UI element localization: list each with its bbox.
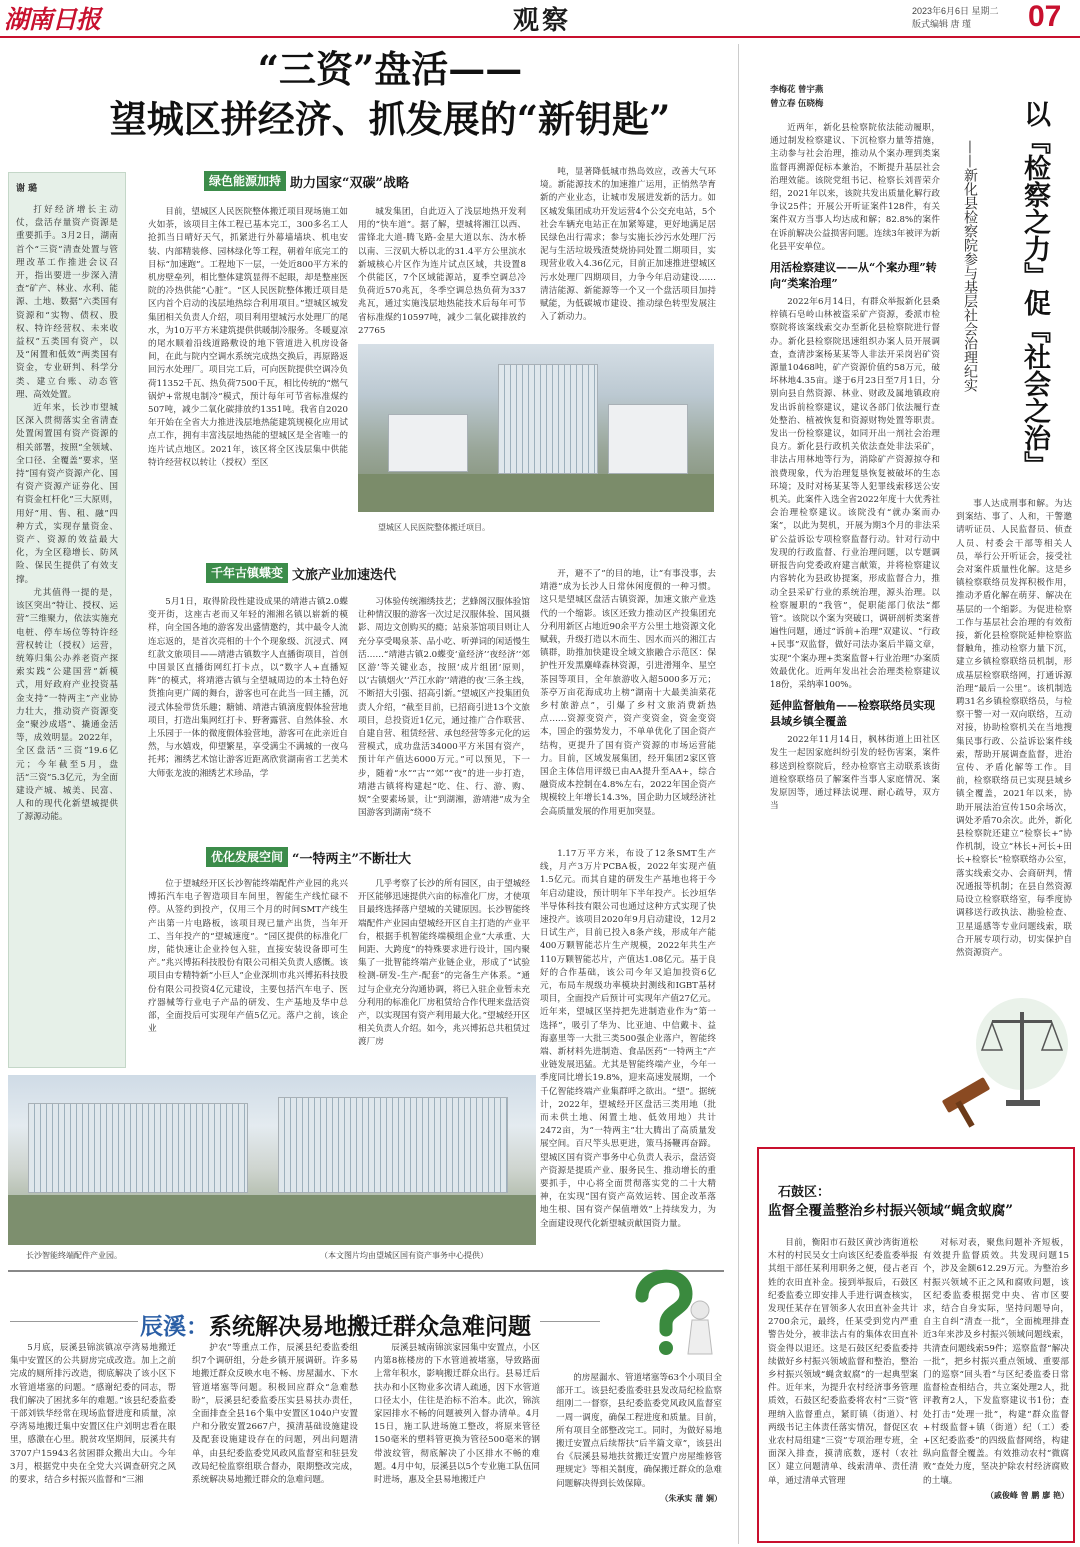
building — [388, 414, 468, 472]
article-text: 1.17万平方米，布设了12条SMT生产线，月产3万片PCBA板，2022年实现产值1.5亿元。而其自建的研发生产基地也将于今年启动建设，预计明年下半年投产。长沙垣华半导体科技有限公司也通过这种方式实现了快速投产。该项目2020年9月启动建设，12月2日试生产，目前已投入8条产线，形成年产能400万颗智能芯片生产规模，2022年共生产110万颗智能芯片，产值达1.08亿元。基于良好的合作基础，该公司今年又追加投资6亿元，布局车规级功率模块封测线和IGBT基材项目，全面投产后预计可实现年产值27亿元。近年来，望城区坚持把先进制造业作为“第一选择”，吸引了华为、比亚迪、中信戴卡、益海嘉里等一大批三类500强企业落户，智能终端、新材料先进制造、食品医药“一特两主”产业链发展迅猛。尤其是智能终端产业，今年一季度同比增长19.8%，迎来高速发展期，一个千亿智能终端产业集群呼之欲出。“望”。据统计，2022年，望城经开区盘活三类用地（批而未供土地、闲置土地、低效用地）共计2472亩，为“一特两主”壮大腾出了高质量发展空间。百尺竿头思更进，策马扬鞭再奋蹄。望城区国有资产事务中心负责人表示，盘活资产资源是提质产业、服务民生、推动增长的重要抓手，中心将全面贯彻落实党的二十大精神，在实现“国有资产高效运转、国企改革落地生根、国有资产保值增效”上持续发力，为全面建设现代化新望城贡献国资力量。 — [540, 849, 716, 1229]
article-text: 对标对表，聚焦问题补齐短板，有效提升监督质效。共发现问题15个，涉及金额612.29万元。为整治乡村振兴领域不正之风和腐败问题，该区纪委监委根据党中央、省市区要求，结合自身实际，坚持问题导向，自主自纠“清查一批”，全面梳理排查近3年来涉及乡村振兴领域问题线索，共清查问题线索59件；巡察监督“解决一批”，把乡村振兴重点领域、重要部门的巡察“回头看”与区纪委监委日常监督检查相结合，共立案处理2人，批评教育2人，下发监察建议书1份；查处打击“处理一批”，构建“群众监督+村级监督+镇（街道）纪（工）委+区纪委监委”的四级监督网络，构建纵向监督全覆盖。有效推动农村“微腐败”查处力度，坚决护除农村经济腐败的土壤。 — [923, 1238, 1069, 1486]
building — [28, 1103, 248, 1193]
article-column — [540, 568, 716, 824]
article-text: 5月1日，取得阶段性建设成果的靖港古镇2.0蝶变开街，这座古老而又年轻的湘湘名镇以崭新的模样，向全国各地的游客发出盛情邀约，其中最令人流连忘返的，是首次亮相的十个个现象级、沉浸式、网红款文旅项目——靖港古镇数字人直播街项目，首创中国景区直播街网红打卡点，以“数字人+直播短阵”的模式，将靖港古镇与全望城周边的本土特色好货推向更广阔的舞台，游客也可在此当一回主播，沉浸式体验带货乐趣；糖铺、靖港古镇滴度假体验营地项目，打造出集网红打卡、野奢露营、自然体验、水上乐园于一体的微度假体验营地，游客可在此亲近自然，与水嬉戏，仰望繁星，享受满尘不满城的一夜乌托邦；湘绣艺术馆让游客近距离欣赏湖南省工艺美术大师张龙波的湘绣艺术珍品，学 — [148, 597, 348, 779]
article-column — [923, 1237, 1069, 1537]
article-column — [374, 1342, 540, 1542]
scales-of-justice-illustration — [932, 992, 1070, 1130]
article-column — [358, 596, 530, 824]
authors-line: 李梅花 曾宇燕 — [770, 84, 824, 94]
editor-line: 版式编辑 唐 瑾 — [912, 19, 972, 29]
newspaper-logo: 湖南日报 — [4, 5, 101, 34]
hospital-project-photo — [358, 344, 714, 512]
article-column — [358, 878, 530, 1062]
section-title-text: 文旅产业加速迭代 — [292, 567, 397, 583]
article-column — [148, 596, 348, 824]
building — [498, 364, 598, 474]
section-tag: 优化发展空间 — [206, 847, 288, 867]
headline-line1: “三资”盘活—— — [257, 47, 523, 91]
article-text: 位于望城经开区长沙智能终端配件产业园的兆兴博拓汽车电子智造项目车间里，智能生产线忙碌不停。从签约到投产，仅用三个月的时间SMT产线生产出第一片电路板，该项目现已量产出货，当年开工、当年投产的“望城速度”。“园区提供的标准化厂房，能快速让企业拎包入驻，直接安装设备即可生产。”兆兴博拓科技股份有限公司相关负责人感慨。该项目由专精特新“小巨人”企业深圳市兆兴博拓科技股份有限公司投资4亿元建设，主要包括汽车电子、医疗器械等行业电子产品的研发、生产基地及华中总部，全面投后可实现年产值5亿元。落户之前，该企业 — [148, 879, 348, 1035]
building — [278, 1097, 508, 1193]
headline-part: 以『检察之力』 — [1019, 100, 1050, 289]
article-column — [956, 498, 1072, 978]
article-column — [148, 878, 348, 1062]
photo-caption: 望城区人民医院整体搬迁项目。 — [378, 523, 490, 532]
article-text: 辰溪县城南锦滨家园集中安置点，小区内第8栋楼房的下水管道被堵塞，导致路面上常年积水，影响搬迁群众出行。县易迁后扶办和小区物业多次请人疏通，因下水管道口径太小，住往是治标不治本。此次，锦滨家园排水不畅的问题被列入督办清单。4月15日，施工队进场施工整改，将原来管径150毫米的塑料管更换为管径500毫米的钢带波纹管，彻底解决了小区排水不畅的难题。4月中旬，辰溪县以5个专业施工队伍同时进场，惠及全县易地搬迁户 — [374, 1343, 540, 1486]
article-text: 习体验传统湘绣技艺；艺蜂阁汉服体验馆让种情汉服的游客一次过足汉服体验、国风摄影、周边文创购买的瘾；站泉茶馆项目则让人充分享受喝泉茶、品小吃、听弹词的闲适慢生活……“靖港古镇2.0蝶变‘童经济’‘夜经济’‘郊区游’等关键业态，按照‘成片组团’原则，以‘古镇烟火’‘芦江水韵’‘靖港的夜’三条主线，不断招大引强、招高引新。”望城区产投集团负责人介绍，“截至目前，已招商引进13个文旅项目，总投资近1亿元，通过推广合作联营、自建自营、租赁经营、承包经营等多元化的运营模式，成功盘活34000平方米国有资产，预计年产值达6000万元。”可以预见，下一步，随着“水”“古”“郊”“夜”的进一步打造，靖港古镇将构建起“吃、住、行、游、购、娱”全要素场景，让“到湖湘，游靖港”成为全国游客到湖南“绕不 — [358, 597, 530, 819]
headline-rule — [540, 1321, 600, 1322]
masthead — [0, 0, 1080, 38]
industrial-park-photo — [8, 1075, 536, 1245]
article-column — [540, 166, 716, 336]
headline-place: 辰溪： — [140, 1313, 209, 1340]
article-text: 2022年11月14日，枫林街道上田社区发生一起因家庭纠纷引发的轻伤害案，案件移送到检察院后，经办检察官主动联系该街道检察联络员了解案件当事人家庭情况、案发原因等，通过释法说理、耐心疏导，双方当 — [770, 735, 940, 812]
commentary-sidebar — [8, 172, 126, 1068]
byline: （朱承实 蒲 娴） — [660, 1492, 722, 1503]
article-text: 护农”等重点工作，辰溪县纪委监委组织7个调研组，分赴乡镇开展调研。许多易地搬迁群众反映水电不畅、房屋漏水、下水管道堵塞等问题。积极回应群众“急难愁盼”，辰溪县纪委监委压实县易扶办责任，全面排查全县16个集中安置区1040户安置户和分散安置2667户，摸清基础设施建设及配套设施建设存在的问题，列出问题清单，由县纪委监委党风政风监督室和驻县发改局纪检监察组联合督办，限期整改完成，系统解决易地搬迁群众的急难问题。 — [192, 1343, 358, 1486]
photo-caption: 长沙智能终端配件产业园。 — [26, 1251, 122, 1260]
article-column — [768, 1237, 918, 1537]
main-headline — [60, 44, 720, 144]
section-tag: 千年古镇蝶变 — [206, 563, 288, 583]
section-title: 观察 — [512, 6, 571, 36]
article-column — [556, 1372, 722, 1544]
section-tag: 绿色能源加持 — [204, 171, 286, 191]
headline-part: 促『社会之治』 — [1019, 289, 1050, 478]
box-headline: 监督全覆盖整治乡村振兴领域“蝇贪蚁腐” — [768, 1203, 1014, 1219]
article-column — [10, 1342, 176, 1542]
chenxi-headline — [140, 1308, 531, 1341]
article-column — [192, 1342, 358, 1542]
article-text: 吨，显著降低城市热岛效应，改善大气环境。新能源技术的加速推广运用，正悄然孕育新的产业业态，让城市发展进发新的活力。如区城发集团成功开发运营4个公交充电站，5个社会车辆充电站正在加紧筹建，更好地满足居民绿色出行需求；参与实施长沙污水处理厂污泥与生活垃圾残渣焚烧协同处置二期项目，实现营业收入4.36亿元，目前正加速推进望城区污水处理厂四期项目，力争今年启动建设……清洁能源、新能源等一个又一个盘活项目加持赋能，为低碳城市建设、推动绿色转型发展注入了新动力。 — [540, 167, 716, 323]
authors-line: 曾立春 伍晓梅 — [770, 98, 824, 108]
article-column — [148, 206, 348, 536]
article-column — [770, 122, 940, 998]
section-heading-ancient-town — [206, 563, 396, 583]
article-text: 开，避不了”的目的地，让“有事没事，去靖港”成为长沙人日常休闲度假的一种习惯。这只是望城区盘活古镇资源，加速文旅产业迭代的一个缩影。该区还致力推动区产投集团充分利用新区占地近90余平方公里土地资源文化赋载，升级打造以木而生、因水而兴的湘江古镇群，助推加快建设全域文旅融合示范区：保护性开发黑麋峰森林资源，引进滑翔伞、星空茶园等项目，全年旅游收入超5000多万元；茶亭万亩花海成功上榜“湖南十大最美油菜花乡村旅游点”，引爆了乡村文旅消费新热点……资源变资产，资产变资金，资金变资本，国企的强势发力，不单单优化了国企资产结构，更提升了国有资产资源的市场运营能力。目前，区域发展集团，经开集团2家区管国企主体信用评级已由AA提升至AA+，综合融资成本控制在4.8%左右，2022年国企资产规模较上年增长14.3%，国企助力区域经济社会高质量发展的作用更加突显。 — [540, 569, 716, 817]
article-text: 2022年6月14日，有群众举报新化县桑梓镇石皂岭山林被盗采矿产资源，委派市检察院将该案线索交办至新化县检察院进行督办。新化县检察院迅速组织办案人员开展调查，查清涉案杨某某等人非法开采岗岩矿资源量10468吨，矿产资源价值约58万元，破坏林地4.35亩。遂于6月23日至7月1日，分别向县自然资源、林业、财政及属地镇政府发出诉前检察建议，建议各部门依法履行查处整治、植被恢复和资源财物处置等职责。发出一份检察建议，如同开出一剂社会治理良方。新化县行政机关依法查处非法采矿，非法占用林地等行为，消除矿产资源掠夺和浪费现象，代为治理复垦恢复被破坏的生态环境；及时对杨某某等人犯罪线索移送公安机关。此案件入选全省2022年度十大优秀社会治理检察建议。该院没有“就办案而办案”，以此为契机，开展为期3个月的非法采矿公益诉讼专项检察监督行动。针对行动中发现的行政监督、行业治理问题，以专题调研报告向党委政府建言献策，并将检察建议内容转化为县政协提案，形成监督合力，推动全县采矿行业的系统治理，源头治理。以检察履职的“我管”，促职能部门依法“都管”。该院以个案为突破口，调研剖析类案普遍性问题，通过“诉前+治理”双建议、“行政+民事”双监督，做好司法办案后半篇文章，实现“个案办理+类案监督+行业治理”办案质效最优化。近两年发出社会治理类检察建议18份，采纳率100%。 — [770, 297, 940, 690]
article-text: 城发集团，自此迈入了浅层地热开发利用的“快车道”。据了解，望城将湘江以西、雷锋北大道-腾飞路-金星大道以东、沩水桥以南、三汊矶大桥以北的31.4平方公里滨水新城核心片区作为连片试点区域，共设置8个供能区，7个区域能源站，夏季空调总冷负荷近570兆瓦，冬季空调总热负荷为337兆瓦，通过实施浅层地热能技术后每年可节省标准煤约10597吨，减少二氧化碳排放约27765 — [358, 207, 526, 336]
section-title-text: 助力国家“双碳”战略 — [290, 175, 409, 191]
box-headline-place: 石鼓区： — [778, 1185, 831, 1200]
article-text: 几乎考察了长沙的所有园区，由于望城经开区能够迅速提供六亩的标准化厂房，才使项目最终选择落户望城的关键原因。长沙智能终端配件产业园由望城经开区自主打造的产业平台，根据手机智能终端模组企业“大承重、大间距、大跨度”的特殊要求进行设计，国内聚集了一批智能终端产业链企业，形成了“试验检测-研发-生产-配套”的完备生产体系。“通过与企业充分沟通协调，将已入驻企业暂未充分利用的标准化厂房租赁给合作代理来盘活资产，以实现国有资产利用最大化。”望城经开区相关负责人介绍。如今，兆兴博拓总共租赁过渡厂房 — [358, 879, 530, 1048]
photo-credit: （本文图片均由望城区国有资产事务中心提供） — [320, 1251, 488, 1260]
headline-rule — [10, 1321, 138, 1322]
sidebar-paragraph: 近年来，长沙市望城区深入贯彻落实全省清查处置闲置国有资产资源的相关部署，按照“全领域、全口径、全覆盖”要求，坚持“国有资产资源产化、国有资产资源产证券化、国有资金杠杆化”三大原则，用好“用、售、租、融”四种方式，实现存量资金、资产、资源的效益最大化，为全区稳增长、防风险、保民生提供了有效支撑。 — [16, 403, 118, 585]
sidebar-author: 谢 璐 — [16, 184, 38, 194]
shigu-article-box — [757, 1147, 1075, 1543]
right-subheadline: ——新化县检察院参与基层社会治理纪实 — [962, 140, 978, 392]
section-title-text: “一特两主”不断壮大 — [292, 851, 411, 867]
building — [608, 404, 688, 474]
date-info — [912, 5, 1022, 31]
section-heading-green-energy — [204, 171, 409, 191]
article-column — [540, 848, 716, 1252]
article-text: 近两年，新化县检察院依法能动履职，通过制发检察建议、下沉检察力量等措施，主动参与社会治理，推动从个案办理到类案监督再溯源促标本兼治，不断提升基层社会治理效能。该院党组书记、检察长刘晋荣介绍，2021年以来，该院共发出质量化解行政争议25件；开展公开听证案件128件，有关案件双方当事人均达成和解；82.8%的案件在诉前解决公益损害问题。连续3年被评为新化县平安单位。 — [770, 123, 940, 252]
article-text: 事人达成刑事和解。为达到案结、事了、人和，干警邀请听证员、人民监督员、侦查人员、村委会干部等相关人员，举行公开听证会，接受社会对案件质量性化解。这是乡镇检察联络员发挥积极作用，推动矛盾化解在萌芽、解决在基层的一个缩影。为促进检察工作与基层社会治理的有效衔接，新化县检察院延伸检察监督触角，推动检察力量下沉，建立乡镇检察联络员机制，形成基层检察联络网，打通诉源治理“最后一公里”。该机制选聘31名乡镇检察联络员，与检察干警一对一双向联络，互动对接，协助检察机关在当地搜集民事行政、公益诉讼案件线索，帮助开展调查监督，进治宣传、矛盾化解等工作。目前，检察联络员已实现县域乡镇全覆盖，2021年以来，协助开展法治宣传150余场次，调处矛盾70余次。此外，新化县检察院还建立“检察长+”协作机制，设立“林长+河长+田长+检察长”检察联络办公室，落实线索交办、会商研判，情况通报等机制；在县自然资源局设立检察联络室，每季度协调移送行政执法、勘验检查、卫星遥感等专业问题线索，联合开展专项行动，切实保护自然资源资产。 — [956, 499, 1072, 958]
article-text: 目前，望城区人民医院整体搬迁项目现场施工如火如荼，该项目主体工程已基本完工，300多名工人抢抓当日晴好天气，抓紧进行外幕墙墙块、机电安装、内部精装修、园林绿化等工程，朝着年底完工的目标“加速跑”。工程地下一层，一处近800平方米的机房壁垒列，相比整体建筑显得不起眼，却是整座医院的冷热供能“心脏”。“区人民医院整体搬迁项目是区内首个启动的浅层地热综合利用项目。”望城区城发集团相关负责人介绍，项目利用望城污水处理厂的尾水，为10万平方米建筑提供供暖制冷服务。冬暖夏凉的尾水顺着沿线道路敷设的地下管道进入机房设备间，在此与院内空调水系统完成热交换后，再原路返回污水处理厂。项目完工后，可向医院提供空调冷负荷11352千瓦、热负荷7500千瓦，相比传统的“燃气锅炉+常规电制冷”模式，预计每年可节省标准煤约507吨，减少二氧化碳排放约1351吨。我省自2020年开始在全省大力推进浅层地热能建筑规模化应用试点工作，拥有丰富浅层地热能的望城区是全省唯一的连片试点地区。2021年，该区将全区浅层集中供能特许经营权以转让（授权）至区 — [148, 207, 348, 468]
article-text: 的房屋漏水、管道堵塞等63个小项目全部开工。该县纪委监委驻县发改局纪检监察组刚二一督察，县纪委监委党风政风监督室一周一调度，确保工程进度和质量。目前，所有项目全部整改完工。同时，为做好易地搬迁安置点后续帮扶“后半篇文章”，该县出台《辰溪县易地扶贫搬迁安置户房屋维修管理规定》等相关制度，确保搬迁群众的急难问题解决得到长效保障。 — [556, 1373, 722, 1489]
subhead: 用活检察建议——从“个案办理”转向“类案治理” — [770, 261, 937, 291]
headline-line2: 望城区拼经济、抓发展的“新钥匙” — [109, 97, 671, 141]
ground — [8, 1195, 536, 1245]
article-text: 5月底，辰溪县锦滨镇凉亭湾易地搬迁集中安置区的公共厨房完成改造。加上之前完成的厕所排污改造，彻底解决了该小区下水管道堵塞的问题。“感谢纪委的同志，帮我们解决了困扰多年的难题。”该县纪委监委干部刘铁华经常在现场监督进度和质量，凉亭湾易地搬迁集中安置区住户刘明忠看在眼里，感激在心里。脱贫攻坚期间，辰溪共有3707户15943名贫困群众搬出大山。今年3月，根据党中央在全党大兴调查研究之风的要求，结合乡村振兴监督和“三湘 — [10, 1343, 176, 1486]
article-column — [358, 206, 526, 336]
article-text: 目前，衡阳市石鼓区黄沙湾街道松木村的村民吴女士向该区纪委监委举报其组干部任某利用职务之便，侵占老百姓的农田直补金。接到举报后，石鼓区纪委监委立即安排人手进行调查核实，发现任某存在冒领多人农田直补金共计2700余元，最终，任某受到党内严重警告处分，被非法占有的集体农田直补资金得以退还。这是石鼓区纪委监委持续做好乡村振兴领域监督和整治，整治乡村振兴领域“蝇贪蚁腐”的一起典型案件。近年来，为提升农村经济事务管理质效，石鼓区纪委监委将农村“三资”管理纳入监督重点，紧盯镇（街道）、村两级书记主体责任落实情况，督促区农业农村局组建“三资”专项治理专班，全面深入排查，摸清底数，逐村（农社区）建立问题清单、线索清单、责任清单，通过清单式管理 — [768, 1238, 918, 1486]
headline-text: 系统解决易地搬迁群众急难问题 — [209, 1313, 531, 1340]
column-divider — [738, 44, 739, 1544]
section-heading-development-space — [206, 847, 411, 867]
sidebar-paragraph: 打好经济增长主动仗，盘活存量资产资源是重要抓手。3月2日，湖南首个“三资”清查处置与管理改革工作推进会议召开，指出要进一步深入清查“矿产、林业、水利、能源、土地、数据”六类国有资源和“实物、债权、股权、特许经营权、未来收益权”五类国有资产，以及“闲置和低效”两类国有资金，专业研判、科学分类、建立台账、动态管理、高效处置。 — [16, 205, 118, 400]
authors — [770, 82, 900, 110]
date-line: 2023年6月6日 星期二 — [912, 6, 999, 16]
right-headline — [994, 100, 1050, 490]
page-number: 07 — [1028, 0, 1062, 33]
question-figure-illustration — [614, 1262, 724, 1362]
byline: （戚俊峰 曾 鹏 廖 艳） — [985, 1489, 1069, 1500]
subhead: 延伸监督触角——检察联络员实现县域乡镇全覆盖 — [770, 699, 935, 729]
sidebar-paragraph: 尤其值得一提的是，该区突出“特让、授权、运营”三维聚力，依法实施充电桩、停车场位等特许经营权转让（授权）运营，统筹归集公办养老资产探索实践“公建国营”新模式，用好政府产业投资基金支持“一特两主”产业协力壮大，推动资产资源变金“聚沙成塔”、撬通金活等，成效明显。2022年，全区盘活“三资”19.6亿元；今年截至5月，盘活“三资”5.3亿元，为全面建设产城、城美、民富、人和的现代化新望城提供了源源动能。 — [16, 587, 118, 823]
ground — [358, 474, 714, 512]
